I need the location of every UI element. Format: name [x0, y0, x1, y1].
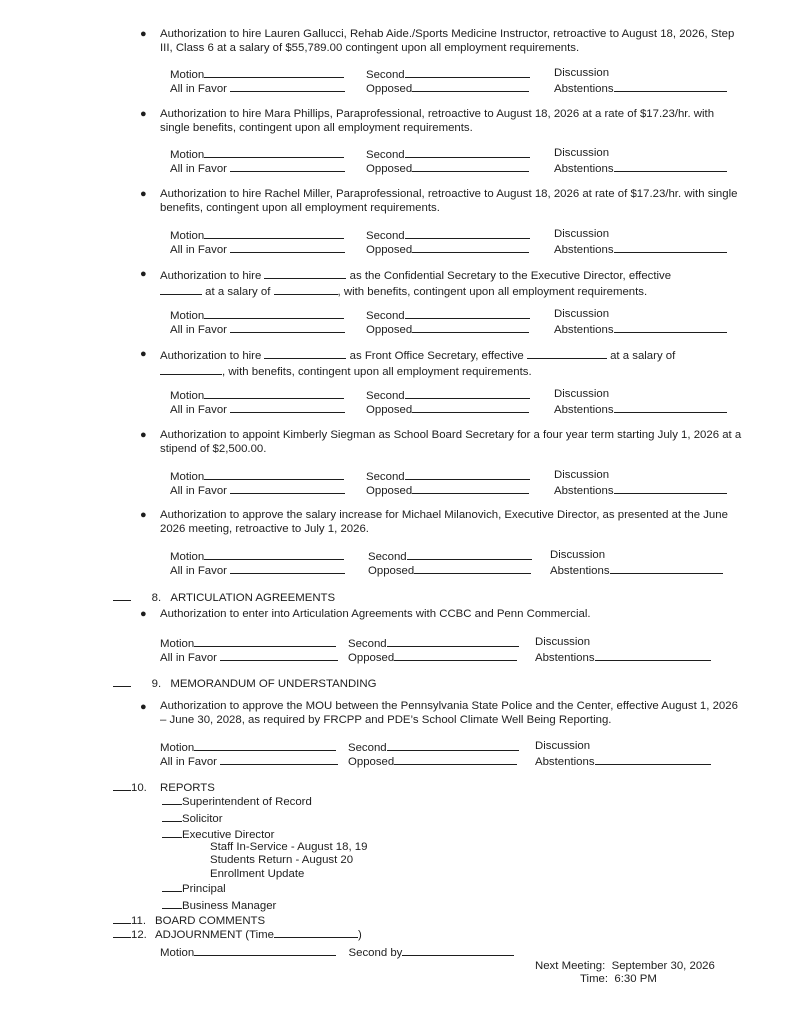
second-blank[interactable] — [405, 146, 530, 158]
salary-blank[interactable] — [160, 363, 222, 375]
second-label: Second — [368, 551, 407, 563]
abstentions-blank[interactable] — [614, 482, 727, 494]
motion-blank[interactable] — [204, 227, 344, 239]
abstentions-blank[interactable] — [614, 80, 727, 92]
agenda-item-text: Authorization to enter into Articulation Agreements with CCBC and Penn Commercial. — [160, 608, 591, 620]
opposed-blank[interactable] — [414, 562, 531, 574]
report-item-principal — [162, 880, 226, 896]
second-label: Second — [366, 69, 405, 81]
item-text-part: Authorization to hire — [160, 350, 265, 362]
second-label: Second — [348, 638, 387, 650]
adjournment-vote — [160, 944, 514, 960]
report-label: Solicitor — [182, 813, 223, 825]
abstentions-blank[interactable] — [610, 562, 723, 574]
report-subitem: Enrollment Update — [210, 868, 305, 880]
bullet-icon: ● — [140, 188, 147, 200]
section-number: 10. — [131, 782, 147, 794]
all-in-favor-label: All in Favor — [170, 404, 227, 416]
section-title: BOARD COMMENTS — [155, 915, 266, 927]
bullet-icon: ● — [140, 608, 147, 620]
opposed-label: Opposed — [366, 324, 413, 336]
section-number: 9. — [151, 678, 162, 690]
next-meeting-date: September 30, 2026 — [611, 960, 715, 972]
next-meeting-label: Next Meeting: — [535, 960, 606, 972]
abstentions-label: Abstentions — [550, 565, 610, 577]
abstentions-label: Abstentions — [554, 244, 614, 256]
opposed-label: Opposed — [348, 756, 395, 768]
section-title: ARTICULATION AGREEMENTS — [170, 592, 336, 604]
motion-label: Motion — [170, 149, 205, 161]
second-blank[interactable] — [405, 227, 530, 239]
motion-label: Motion — [170, 230, 205, 242]
discussion-label: Discussion — [554, 308, 610, 320]
all-in-favor-label: All in Favor — [170, 485, 227, 497]
check-blank[interactable] — [162, 880, 182, 892]
bullet-icon: ● — [140, 108, 147, 120]
motion-label: Motion — [170, 551, 205, 563]
report-label: Principal — [182, 883, 226, 895]
all-in-favor-blank[interactable] — [230, 482, 345, 494]
abstentions-label: Abstentions — [554, 83, 614, 95]
bullet-icon: ● — [140, 701, 147, 713]
second-label: Second — [366, 471, 405, 483]
discussion-label: Discussion — [554, 147, 610, 159]
vote-block — [170, 548, 732, 576]
name-blank[interactable] — [264, 267, 346, 279]
bullet-icon: ● — [140, 28, 147, 40]
section-number: 11. — [131, 915, 146, 927]
vote-block — [170, 227, 732, 255]
salary-blank[interactable] — [274, 283, 338, 295]
motion-blank[interactable] — [204, 387, 344, 399]
all-in-favor-blank[interactable] — [230, 160, 345, 172]
second-by-blank[interactable] — [402, 944, 514, 956]
effective-date-blank[interactable] — [160, 283, 202, 295]
motion-blank[interactable] — [204, 548, 344, 560]
item-text-part: as Front Office Secretary, effective — [346, 350, 527, 362]
second-label: Second — [348, 742, 387, 754]
effective-date-blank[interactable] — [527, 347, 607, 359]
all-in-favor-blank[interactable] — [230, 562, 345, 574]
second-blank[interactable] — [407, 548, 532, 560]
report-label: Executive Director — [182, 829, 275, 841]
abstentions-label: Abstentions — [554, 404, 614, 416]
next-meeting-line — [535, 959, 715, 973]
next-meeting-time-line — [580, 972, 657, 986]
check-blank[interactable] — [113, 779, 131, 791]
vote-block — [160, 635, 720, 663]
report-label: Superintendent of Record — [182, 796, 312, 808]
second-label: Second — [366, 310, 405, 322]
second-label: Second — [366, 230, 405, 242]
section-number: 8. — [151, 592, 162, 604]
agenda-item-text: Authorization to hire Mara Phillips, Paraprofessional, retroactive to August 18, 2026 at a rate of $17.23/hr. with single benefits, contingent upon all employment requirements. — [160, 108, 715, 134]
check-blank[interactable] — [162, 793, 182, 805]
motion-blank[interactable] — [194, 944, 336, 956]
opposed-label: Opposed — [368, 565, 415, 577]
agenda-item-text — [160, 267, 745, 299]
item-text-part: , with benefits, contingent upon all employment requirements. — [337, 286, 648, 298]
abstentions-label: Abstentions — [535, 756, 595, 768]
opposed-blank[interactable] — [412, 401, 529, 413]
abstentions-blank[interactable] — [614, 241, 727, 253]
second-label: Second — [366, 149, 405, 161]
motion-blank[interactable] — [204, 307, 344, 319]
discussion-label: Discussion — [554, 67, 610, 79]
bullet-icon: ● — [140, 509, 147, 521]
motion-blank[interactable] — [194, 739, 336, 751]
check-blank[interactable] — [162, 897, 182, 909]
item-text-part: at a salary of — [202, 286, 274, 298]
second-blank[interactable] — [405, 307, 530, 319]
motion-label: Motion — [170, 69, 205, 81]
all-in-favor-blank[interactable] — [230, 401, 345, 413]
opposed-blank[interactable] — [412, 321, 529, 333]
opposed-blank[interactable] — [412, 80, 529, 92]
section-title: MEMORANDUM OF UNDERSTANDING — [170, 678, 377, 690]
opposed-label: Opposed — [366, 83, 413, 95]
opposed-blank[interactable] — [412, 160, 529, 172]
time-blank[interactable] — [274, 926, 358, 938]
all-in-favor-blank[interactable] — [220, 753, 338, 765]
abstentions-label: Abstentions — [535, 652, 595, 664]
discussion-label: Discussion — [535, 740, 591, 752]
vote-block — [170, 387, 732, 415]
motion-label: Motion — [170, 471, 205, 483]
section-title: REPORTS — [160, 782, 215, 794]
second-label: Second — [366, 390, 405, 402]
check-blank[interactable] — [113, 675, 131, 687]
discussion-label: Discussion — [535, 636, 591, 648]
motion-label: Motion — [160, 742, 195, 754]
all-in-favor-blank[interactable] — [230, 80, 345, 92]
section-heading — [113, 675, 376, 691]
agenda-item-text: Authorization to hire Lauren Gallucci, Rehab Aide./Sports Medicine Instructor, retroactive to August 18, 2026, Step III, Class 6 at a salary of $55,789.00 contingent upon all employment requirements. — [160, 28, 735, 54]
section-heading — [113, 589, 335, 605]
bullet-icon: ● — [140, 429, 147, 441]
agenda-item-text: Authorization to hire Rachel Miller, Paraprofessional, retroactive to August 18, 2026 at rate of $17.23/hr. with single benefits, contingent upon all employment requirements. — [160, 188, 738, 214]
all-in-favor-blank[interactable] — [220, 649, 338, 661]
vote-block — [170, 468, 732, 496]
all-in-favor-blank[interactable] — [230, 321, 345, 333]
check-blank[interactable] — [113, 589, 131, 601]
opposed-label: Opposed — [366, 244, 413, 256]
agenda-item-text: Authorization to appoint Kimberly Siegman as School Board Secretary for a four year term starting July 1, 2026 at a stipend of $2,500.00. — [160, 429, 742, 455]
second-blank[interactable] — [405, 66, 530, 78]
all-in-favor-label: All in Favor — [170, 163, 227, 175]
agenda-item-text — [160, 347, 745, 379]
motion-blank[interactable] — [204, 66, 344, 78]
section-title: ADJOURNMENT (Time — [155, 929, 274, 941]
opposed-blank[interactable] — [412, 482, 529, 494]
opposed-blank[interactable] — [412, 241, 529, 253]
motion-blank[interactable] — [204, 146, 344, 158]
abstentions-label: Abstentions — [554, 324, 614, 336]
all-in-favor-label: All in Favor — [160, 756, 217, 768]
abstentions-label: Abstentions — [554, 163, 614, 175]
item-text-part: at a salary of — [606, 350, 676, 362]
report-subitem: Staff In-Service - August 18, 19 — [210, 841, 368, 853]
all-in-favor-label: All in Favor — [170, 83, 227, 95]
discussion-label: Discussion — [554, 388, 610, 400]
agenda-item-text: Authorization to approve the MOU between the Pennsylvania State Police and the Center, effective August 1, 2026 – June 30, 2028, as required by FRCPP and PDE’s School Climate Well Being Reporting. — [160, 700, 738, 726]
section-number: 12. — [131, 929, 147, 941]
report-item-solicitor — [162, 810, 223, 826]
time-label: Time: — [580, 973, 609, 985]
abstentions-blank[interactable] — [614, 160, 727, 172]
second-blank[interactable] — [405, 387, 530, 399]
abstentions-blank[interactable] — [595, 649, 711, 661]
second-blank[interactable] — [387, 739, 519, 751]
check-blank[interactable] — [113, 926, 131, 938]
discussion-label: Discussion — [550, 549, 606, 561]
agenda-item-text: Authorization to approve the salary increase for Michael Milanovich, Executive Director, as presented at the June 2026 meeting, retroactive to July 1, 2026. — [160, 509, 728, 535]
abstentions-label: Abstentions — [554, 485, 614, 497]
report-subitem: Students Return - August 20 — [210, 854, 354, 866]
report-label: Business Manager — [182, 900, 277, 912]
check-blank[interactable] — [162, 810, 182, 822]
item-text-part: Authorization to hire — [160, 270, 265, 282]
motion-label: Motion — [170, 390, 205, 402]
check-blank[interactable] — [162, 826, 182, 838]
report-item-superintendent — [162, 793, 312, 809]
all-in-favor-label: All in Favor — [160, 652, 217, 664]
second-blank[interactable] — [387, 635, 519, 647]
item-text-part: , with benefits, contingent upon all employment requirements. — [222, 366, 532, 378]
all-in-favor-label: All in Favor — [170, 324, 227, 336]
second-by-label: Second by — [348, 947, 403, 959]
name-blank[interactable] — [264, 347, 346, 359]
opposed-blank[interactable] — [394, 753, 517, 765]
opposed-label: Opposed — [348, 652, 395, 664]
bullet-icon: ● — [140, 348, 147, 360]
motion-blank[interactable] — [204, 468, 344, 480]
motion-label: Motion — [160, 947, 195, 959]
second-blank[interactable] — [405, 468, 530, 480]
motion-label: Motion — [170, 310, 205, 322]
opposed-label: Opposed — [366, 163, 413, 175]
report-item-business-manager — [162, 897, 276, 913]
paren-close: ) — [357, 929, 362, 941]
all-in-favor-label: All in Favor — [170, 244, 227, 256]
vote-block — [170, 307, 732, 335]
discussion-label: Discussion — [554, 228, 610, 240]
vote-block — [170, 66, 732, 94]
vote-block — [160, 739, 720, 767]
all-in-favor-blank[interactable] — [230, 241, 345, 253]
abstentions-blank[interactable] — [614, 401, 727, 413]
abstentions-blank[interactable] — [614, 321, 727, 333]
opposed-blank[interactable] — [394, 649, 517, 661]
motion-label: Motion — [160, 638, 195, 650]
all-in-favor-label: All in Favor — [170, 565, 227, 577]
section-heading — [113, 926, 362, 942]
check-blank[interactable] — [113, 912, 131, 924]
discussion-label: Discussion — [554, 469, 610, 481]
opposed-label: Opposed — [366, 404, 413, 416]
motion-blank[interactable] — [194, 635, 336, 647]
item-text-part: as the Confidential Secretary to the Executive Director, effective — [346, 270, 672, 282]
opposed-label: Opposed — [366, 485, 413, 497]
vote-block — [170, 146, 732, 174]
abstentions-blank[interactable] — [595, 753, 711, 765]
bullet-icon: ● — [140, 268, 147, 280]
meeting-time: 6:30 PM — [614, 973, 657, 985]
